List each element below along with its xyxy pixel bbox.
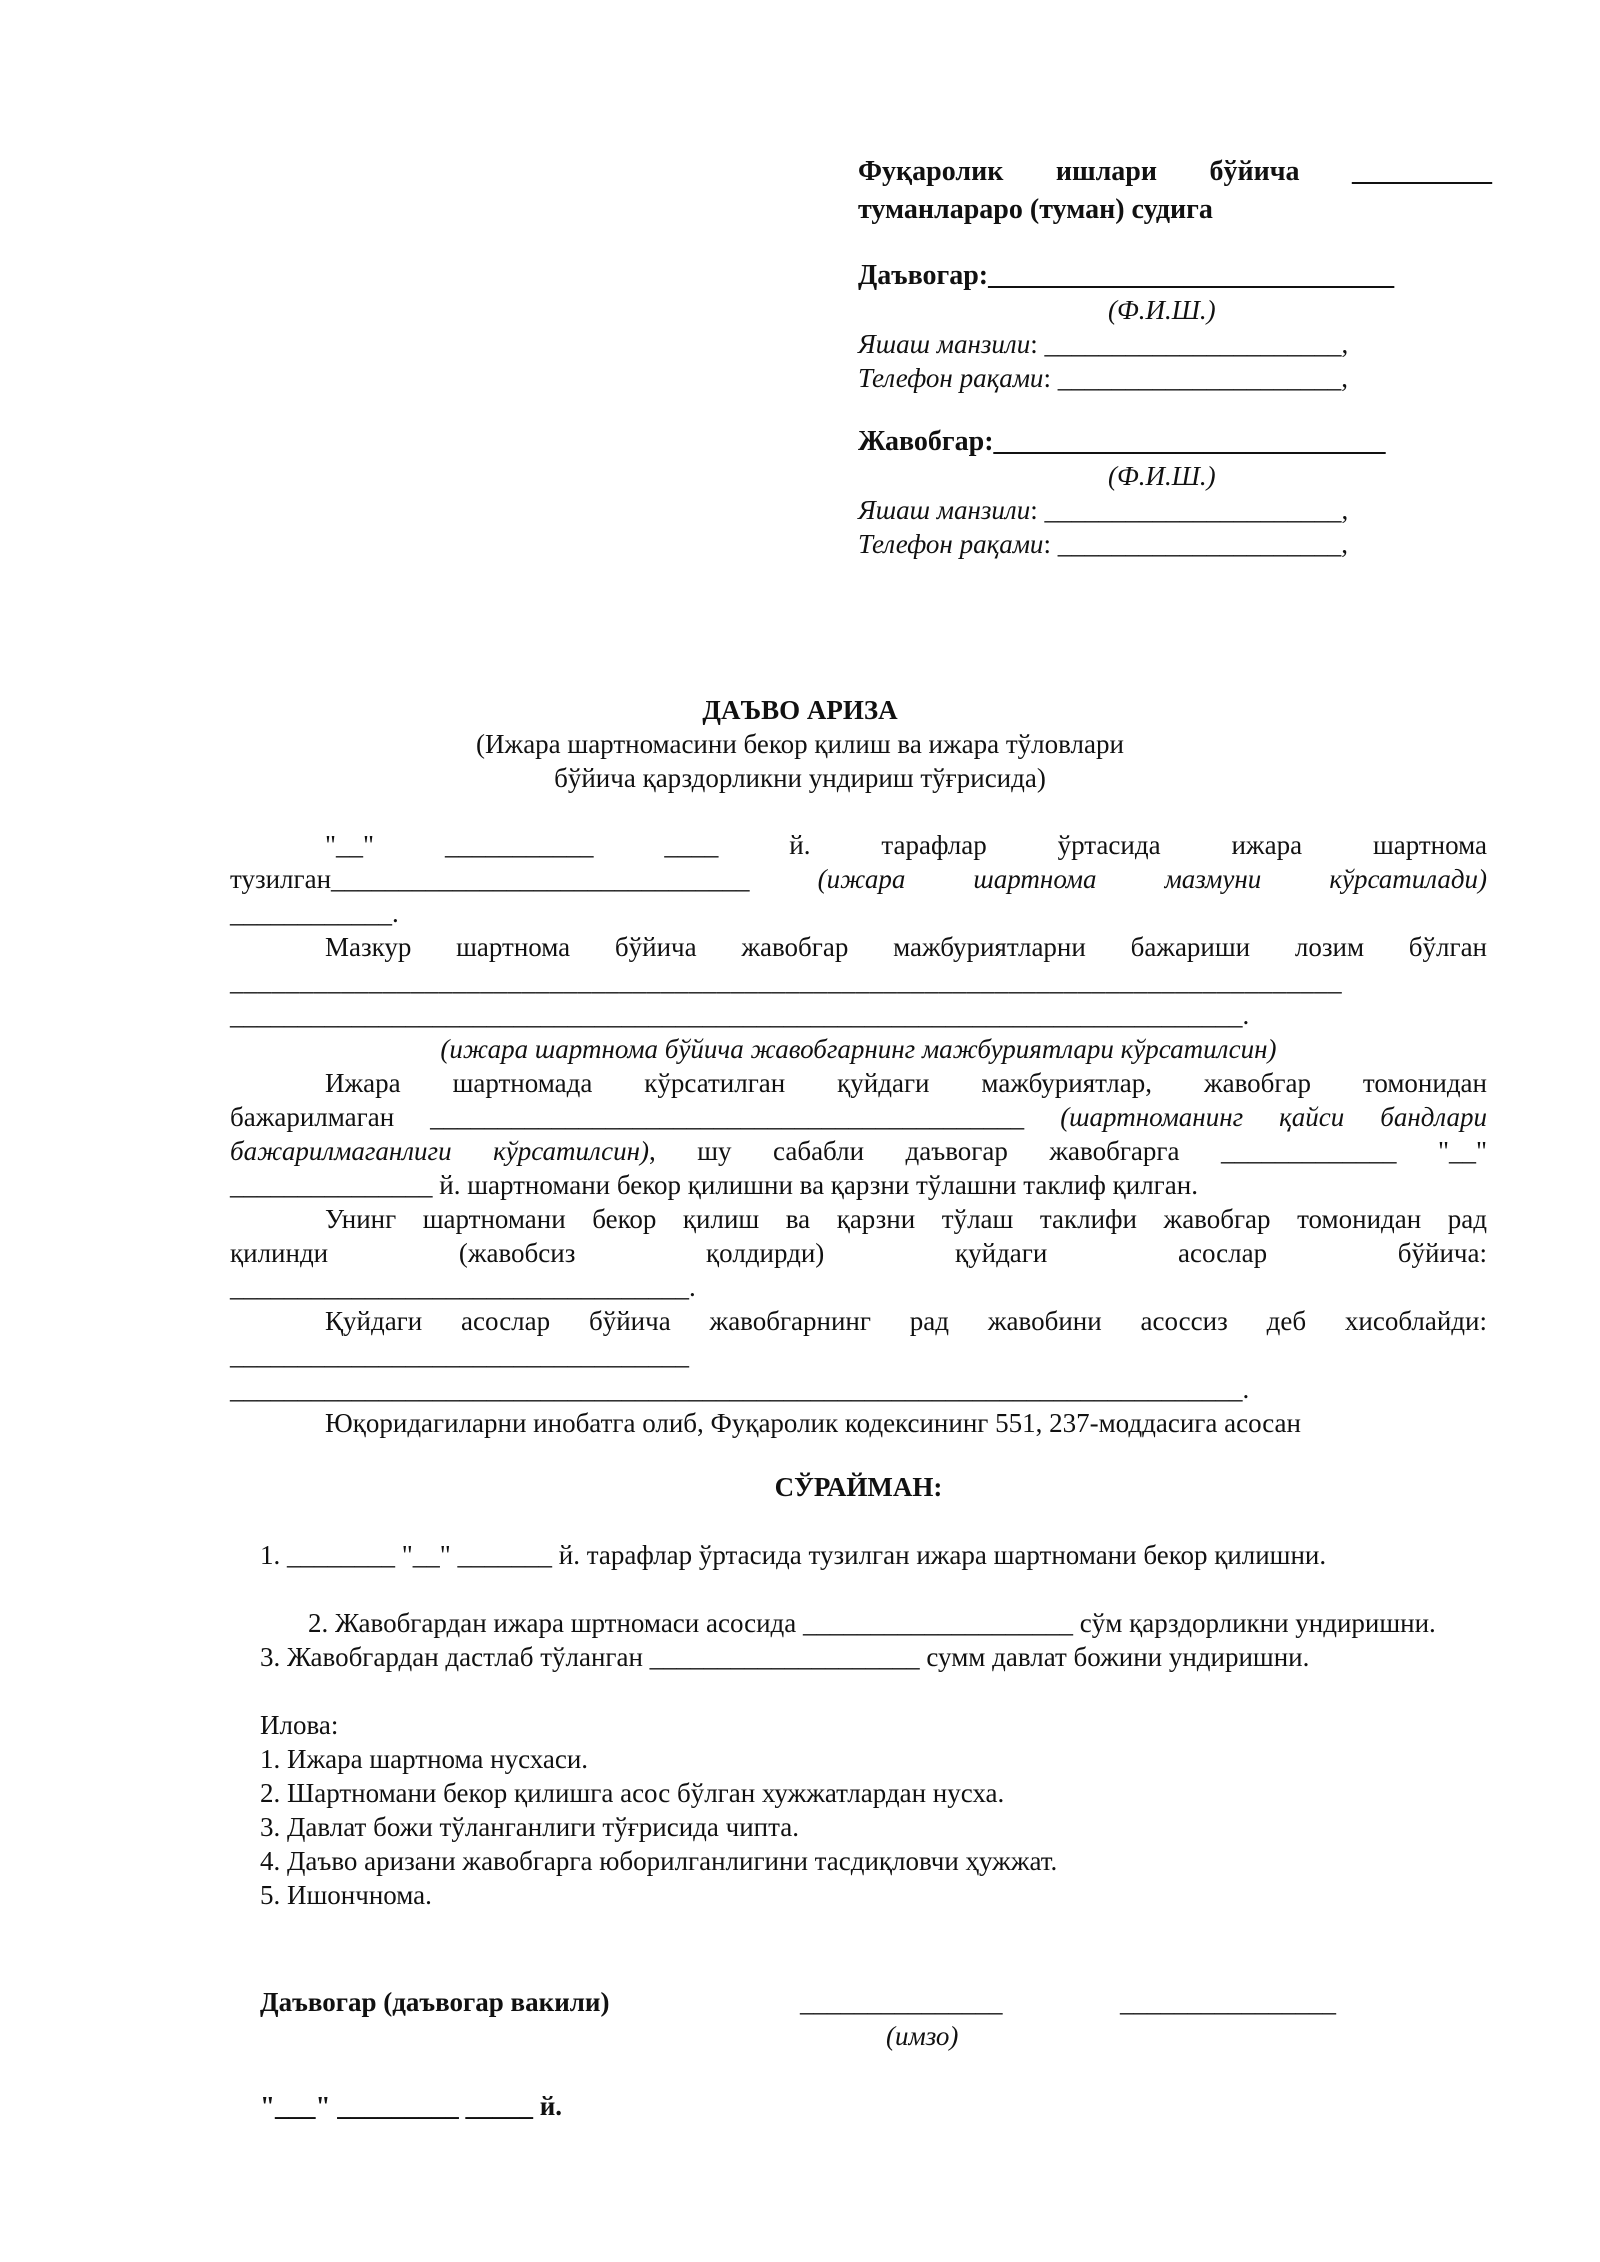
p4-line-1: Унинг шартномани бекор қилиш ва қарзни тўлаш таклифи жавобгар томонидан рад bbox=[325, 1204, 1487, 1234]
signature-block bbox=[260, 1985, 1460, 2065]
signature-label: Даъвогар (даъвогар вакили) bbox=[260, 1987, 610, 2017]
attachment-item: 1. Ижара шартнома нусхаси. bbox=[260, 1744, 589, 1774]
p1-line-2-note: (ижара шартнома мазмуни кўрсатилади) bbox=[817, 864, 1487, 894]
defendant-address-value: : ______________________, bbox=[1030, 495, 1349, 525]
plaintiff-phone bbox=[858, 361, 1492, 395]
title-main: ДАЪВО АРИЗА bbox=[702, 695, 898, 725]
p5-line-2: __________________________________ bbox=[230, 1340, 689, 1370]
plaintiff-phone-value: : _____________________, bbox=[1043, 363, 1348, 393]
plaintiff-address-value: : ______________________, bbox=[1030, 329, 1349, 359]
p2-line-1: Мазкур шартнома бўйича жавобгар мажбуриятларни бажариши лозим бўлган bbox=[325, 932, 1487, 962]
p5-line-3: ___________________________________________________________________________. bbox=[230, 1374, 1250, 1404]
court-line-2: туманлараро (туман) судига bbox=[858, 194, 1213, 225]
p5-line-1: Қуйдаги асослар бўйича жавобгарнинг рад жавобини асоссиз деб хисоблайди: bbox=[325, 1306, 1487, 1336]
p1-line-1: "__" ___________ ____ й. тарафлар ўртасида ижара шартнома bbox=[325, 830, 1487, 860]
defendant-fio-caption: (Ф.И.Ш.) bbox=[1108, 461, 1216, 491]
addressee-block bbox=[858, 153, 1492, 561]
plaintiff-label: Даъвогар:_____________________________ bbox=[858, 260, 1395, 291]
signature-line-1: _______________ bbox=[800, 1987, 1003, 2017]
p3-line-4: _______________ й. шартномани бекор қилишни ва қарзни тўлашни таклиф қилган. bbox=[230, 1170, 1198, 1200]
p2-note: (ижара шартнома бўйича жавобгарнинг мажбуриятлари кўрсатилсин) bbox=[440, 1034, 1277, 1064]
defendant-phone-label: Телефон рақами bbox=[858, 529, 1044, 559]
plaintiff-phone-label: Телефон рақами bbox=[858, 363, 1044, 393]
p3-line-2-text: бажарилмаган ____________________________________________ bbox=[230, 1102, 1061, 1132]
p3-line-2-note: (шартноманинг қайси бандлари bbox=[1060, 1102, 1487, 1132]
request-item-2: 2. Жавобгардан ижара шртномаси асосида ____________________ сўм қарздорликни ундиришни. bbox=[308, 1608, 1436, 1638]
request-item-3: 3. Жавобгардан дастлаб тўланган ____________________ сумм давлат божини ундиришни. bbox=[260, 1642, 1310, 1672]
p1-line-2-text: тузилган_______________________________ bbox=[230, 864, 818, 894]
p3-line-1: Ижара шартномада кўрсатилган қуйдаги мажбуриятлар, жавобгар томонидан bbox=[325, 1068, 1487, 1098]
document-body bbox=[230, 828, 1487, 1912]
attachment-item: 5. Ишончнома. bbox=[260, 1880, 432, 1910]
defendant-address-label: Яшаш манзили bbox=[858, 495, 1031, 525]
attachments-list bbox=[230, 1708, 1487, 1912]
p1-line-3: ____________. bbox=[230, 898, 399, 928]
attachment-item: 3. Давлат божи тўланганлиги тўғрисида чипта. bbox=[260, 1812, 799, 1842]
plaintiff-fio-caption: (Ф.И.Ш.) bbox=[1108, 295, 1216, 325]
defendant-label: Жавобгар:____________________________ bbox=[858, 426, 1386, 457]
p4-line-3: __________________________________. bbox=[230, 1272, 696, 1302]
defendant-phone bbox=[858, 527, 1492, 561]
p2-line-3: ___________________________________________________________________________. bbox=[230, 1000, 1250, 1030]
p2-line-2: ________________________________________________________________________________ bbox=[230, 966, 1342, 996]
signature-caption: (имзо) bbox=[886, 2021, 959, 2051]
p1-line-2 bbox=[230, 862, 1487, 896]
plaintiff-address bbox=[858, 327, 1492, 361]
p3-line-3 bbox=[230, 1134, 1487, 1168]
request-item-1: 1. ________ "__" _______ й. тарафлар ўртасида тузилган ижара шартномани бекор қилишни. bbox=[260, 1540, 1327, 1570]
request-heading: СЎРАЙМАН: bbox=[774, 1472, 943, 1502]
attachment-item: 4. Даъво аризани жавобгарга юборилганлигини тасдиқловчи ҳужжат. bbox=[260, 1846, 1058, 1876]
date-line: "___" _________ _____ й. bbox=[260, 2091, 563, 2121]
attachments-heading: Илова: bbox=[260, 1710, 339, 1740]
title-subtitle-1: (Ижара шартномасини бекор қилиш ва ижара тўловлари bbox=[476, 729, 1124, 759]
defendant-phone-value: : _____________________, bbox=[1043, 529, 1348, 559]
plaintiff-address-label: Яшаш манзили bbox=[858, 329, 1031, 359]
signature-line-2: ________________ bbox=[1120, 1987, 1336, 2017]
title-subtitle-2: бўйича қарздорликни ундириш тўғрисида) bbox=[554, 763, 1046, 793]
court-line-1: Фуқаролик ишлари бўйича __________ bbox=[858, 156, 1492, 187]
p3-line-3-note: бажарилмаганлиги кўрсатилсин) bbox=[230, 1136, 649, 1166]
document-title bbox=[0, 693, 1600, 795]
p3-line-2 bbox=[230, 1100, 1487, 1134]
p3-line-3-text: , шу сабабли даъвогар жавобгарга _____________ "__" bbox=[648, 1136, 1487, 1166]
attachment-item: 2. Шартномани бекор қилишга асос бўлган хужжатлардан нусха. bbox=[260, 1778, 1005, 1808]
p4-line-2: қилинди (жавобсиз қолдирди) қуйдаги асослар бўйича: bbox=[230, 1238, 1487, 1268]
defendant-address bbox=[858, 493, 1492, 527]
p6: Юқоридагиларни инобатга олиб, Фуқаролик кодексининг 551, 237-моддасига асосан bbox=[325, 1408, 1301, 1438]
court-name bbox=[858, 153, 1492, 229]
